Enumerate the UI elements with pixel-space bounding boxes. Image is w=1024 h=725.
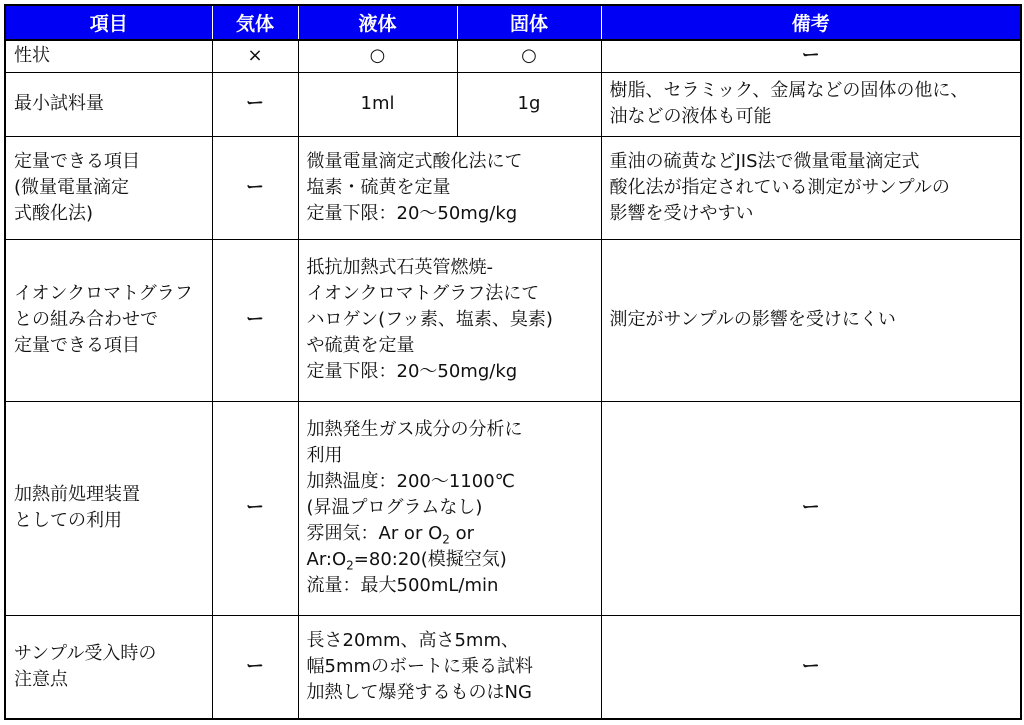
table-row — [5, 40, 1021, 72]
gas-cell: ー — [212, 401, 298, 615]
spec-table — [4, 4, 1022, 720]
atmosphere-ratio-line: $Ar:O_2=80:20$(模擬空気) — [306, 549, 507, 573]
atmosphere-line: 雰囲気：Ar or $O_2$ or — [306, 523, 475, 547]
header-item: 項目 — [5, 5, 212, 40]
table-row — [5, 72, 1021, 136]
liquid-solid-cell: 加熱発生ガス成分の分析に 利用 加熱温度：200～1100℃ (昇温プログラムなし) 雰囲気：Ar or $O_2$ or $Ar:O_2=80:20$(模擬空気) 流量：最大500mL/min — [298, 401, 601, 615]
header-note: 備考 — [601, 5, 1021, 40]
table-row — [5, 239, 1021, 401]
row-item-cell: イオンクロマトグラフ との組み合わせで 定量できる項目 — [5, 239, 212, 401]
gas-cell: ー — [212, 136, 298, 239]
row-item-cell: 定量できる項目 (微量電量滴定 式酸化法) — [5, 136, 212, 239]
gas-cell: ー — [212, 615, 298, 719]
note-cell: ー — [601, 401, 1021, 615]
liquid-solid-cell: 抵抗加熱式石英管燃焼- イオンクロマトグラフ法にて ハロゲン(フッ素、塩素、臭素) や硫黄を定量 定量下限：20～50mg/kg — [298, 239, 601, 401]
note-cell: 樹脂、セラミック、金属などの固体の他に、 油などの液体も可能 — [601, 72, 1021, 136]
liquid-solid-cell: 微量電量滴定式酸化法にて 塩素・硫黄を定量 定量下限：20～50mg/kg — [298, 136, 601, 239]
gas-cell: ー — [212, 72, 298, 136]
liquid-cell: ○ — [298, 40, 457, 72]
row-item-cell: 性状 — [5, 40, 212, 72]
liquid-solid-cell: 長さ20mm、高さ5mm、 幅5mmのボートに乗る試料 加熱して爆発するものはNG — [298, 615, 601, 719]
gas-cell: × — [212, 40, 298, 72]
table-row — [5, 615, 1021, 719]
row-item-cell: 加熱前処理装置 としての利用 — [5, 401, 212, 615]
row-item-cell: 最小試料量 — [5, 72, 212, 136]
solid-cell: ○ — [457, 40, 601, 72]
note-cell: 測定がサンプルの影響を受けにくい — [601, 239, 1021, 401]
note-cell: 重油の硫黄などJIS法で微量電量滴定式 酸化法が指定されている測定がサンプルの 影響を受けやすい — [601, 136, 1021, 239]
table-row — [5, 136, 1021, 239]
gas-cell: ー — [212, 239, 298, 401]
header-solid: 固体 — [457, 5, 601, 40]
row-item-cell: サンプル受入時の 注意点 — [5, 615, 212, 719]
header-gas: 気体 — [212, 5, 298, 40]
header-liquid: 液体 — [298, 5, 457, 40]
note-cell: ー — [601, 40, 1021, 72]
note-cell: ー — [601, 615, 1021, 719]
liquid-cell: 1ml — [298, 72, 457, 136]
table-header-row — [5, 5, 1021, 40]
table-row — [5, 401, 1021, 615]
solid-cell: 1g — [457, 72, 601, 136]
